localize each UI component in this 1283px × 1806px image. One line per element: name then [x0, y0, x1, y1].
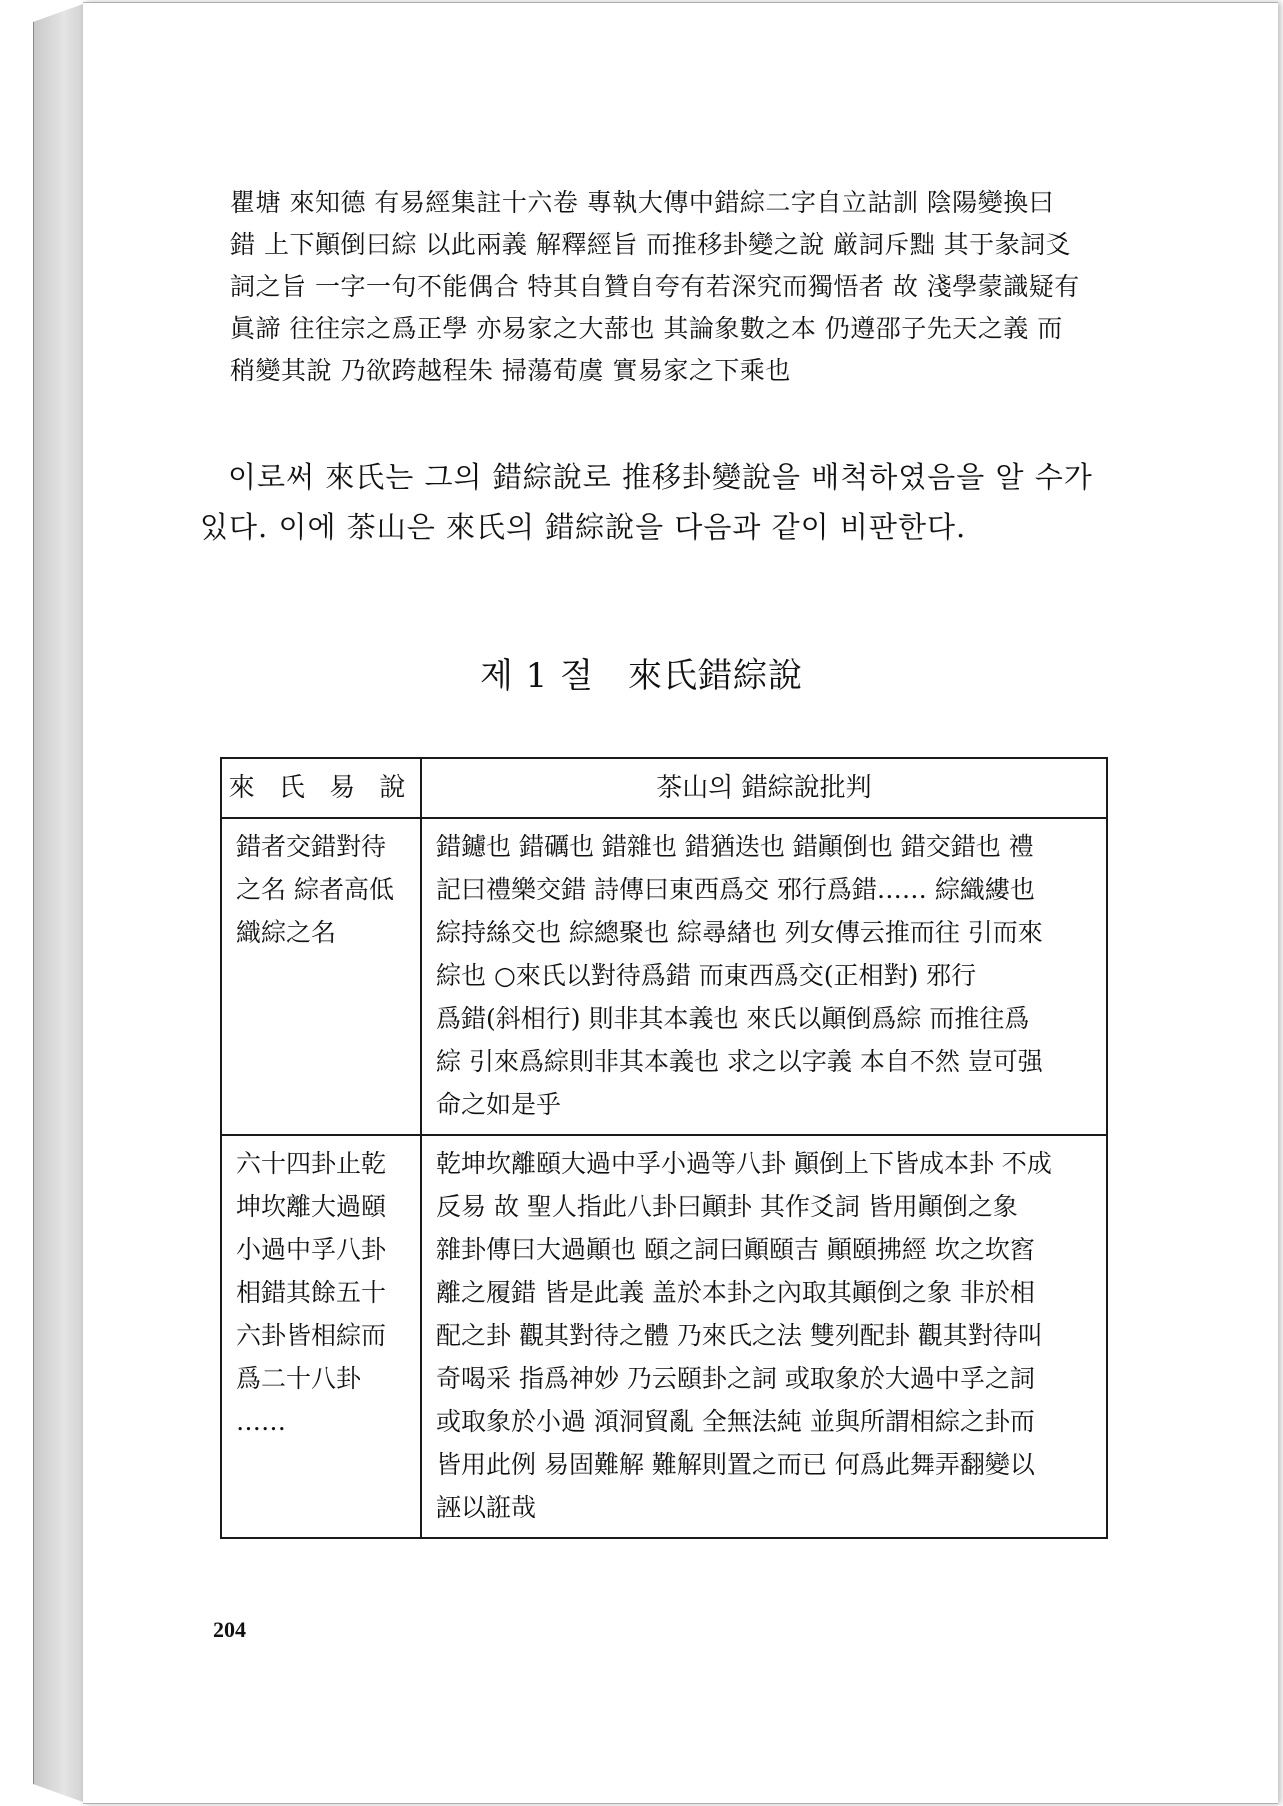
- cell-line: 之名 綜者高低: [236, 875, 394, 904]
- table-cell-lai-theory: [221, 1135, 421, 1538]
- column-header-dasan-critique: 茶山의 錯綜說批判: [421, 758, 1107, 818]
- cell-line: ……: [236, 1407, 286, 1436]
- section-heading: [0, 648, 1283, 697]
- cell-line: 六卦皆相綜而: [236, 1321, 387, 1350]
- critique-table: [220, 757, 1108, 1539]
- cell-line: 奇喝采 指爲神妙 乃云頤卦之詞 或取象於大過中孚之詞: [436, 1364, 1035, 1393]
- quote-line: 詞之旨 一字一句不能偶合 特其自贊自夸有若深究而獨悟者 故 淺學蒙識疑有: [230, 272, 1080, 301]
- section-title: 來氏錯綜說: [627, 656, 803, 696]
- cell-line: 雜卦傳曰大過顚也 頤之詞曰顚頤吉 顚頤拂經 坎之坎窞: [436, 1235, 1035, 1264]
- table-cell-lai-theory: [221, 818, 421, 1135]
- cell-line: 誣以誑哉: [436, 1493, 537, 1522]
- quote-line: 稍變其說 乃欲跨越程朱 掃蕩荀虞 實易家之下乘也: [230, 356, 791, 385]
- book-spine-edge: [33, 4, 85, 1802]
- table-cell-dasan-critique: [421, 1135, 1107, 1538]
- table-row: [221, 1135, 1107, 1538]
- body-line: 이로써 來氏는 그의 錯綜說로 推移卦變說을 배척하였음을 알 수가: [228, 460, 1093, 494]
- cell-line: 命之如是乎: [436, 1090, 562, 1119]
- cell-line: 或取象於小過 澒洞貿亂 全無法純 並與所謂相綜之卦而: [436, 1407, 1035, 1436]
- cell-line: 反易 故 聖人指此八卦曰顚卦 其作爻詞 皆用顚倒之象: [436, 1192, 1018, 1221]
- cell-line: 錯者交錯對待: [236, 832, 387, 861]
- cell-line: 皆用此例 易固難解 難解則置之而已 何爲此舞弄翻變以: [436, 1450, 1035, 1479]
- cell-line: 乾坤坎離頤大過中孚小過等八卦 顚倒上下皆成本卦 不成: [436, 1149, 1052, 1178]
- table-row: [221, 818, 1107, 1135]
- classical-quote-block: [230, 182, 1110, 392]
- cell-line: 小過中孚八卦: [236, 1235, 387, 1264]
- cell-line: 配之卦 觀其對待之體 乃來氏之法 雙列配卦 觀其對待叫: [436, 1321, 1043, 1350]
- page-number: 204: [213, 1617, 246, 1642]
- table-header-row: [221, 758, 1107, 818]
- column-header-lai-theory: 來 氏 易 說: [221, 758, 421, 818]
- quote-line: 眞諦 往往宗之爲正學 亦易家之大蔀也 其論象數之本 仍遵邵子先天之義 而: [230, 314, 1063, 343]
- cell-line: 記曰禮樂交錯 詩傳曰東西爲交 邪行爲錯…… 綜織縷也: [436, 875, 1035, 904]
- cell-line: 坤坎離大過頤: [236, 1192, 387, 1221]
- cell-line: 相錯其餘五十: [236, 1278, 387, 1307]
- cell-line: 離之履錯 皆是此義 盖於本卦之內取其顚倒之象 非於相: [436, 1278, 1035, 1307]
- quote-line: 瞿塘 來知德 有易經集註十六卷 專執大傳中錯綜二字自立詁訓 陰陽變換曰: [230, 188, 1055, 217]
- section-number: 제 1 절: [480, 656, 594, 696]
- cell-line: 錯鑢也 錯礪也 錯雜也 錯猶迭也 錯顚倒也 錯交錯也 禮: [436, 832, 1034, 861]
- body-paragraph: [200, 452, 1115, 552]
- cell-line: 綜 引來爲綜則非其本義也 求之以字義 本自不然 豈可强: [436, 1047, 1043, 1076]
- body-line: 있다. 이에 茶山은 來氏의 錯綜說을 다음과 같이 비판한다.: [200, 510, 967, 544]
- table-cell-dasan-critique: [421, 818, 1107, 1135]
- cell-line: 織綜之名: [236, 918, 337, 947]
- quote-line: 錯 上下顚倒曰綜 以此兩義 解釋經旨 而推移卦變之說 厳詞斥黜 其于彖詞爻: [230, 230, 1072, 259]
- cell-line: 爲二十八卦: [236, 1364, 362, 1393]
- cell-line: 綜也 ○來氏以對待爲錯 而東西爲交(正相對) 邪行: [436, 961, 977, 990]
- cell-line: 綜持絲交也 綜總聚也 綜尋緖也 列女傳云推而往 引而來: [436, 918, 1043, 947]
- cell-line: 爲錯(斜相行) 則非其本義也 來氏以顚倒爲綜 而推往爲: [436, 1004, 1030, 1033]
- cell-line: 六十四卦止乾: [236, 1149, 387, 1178]
